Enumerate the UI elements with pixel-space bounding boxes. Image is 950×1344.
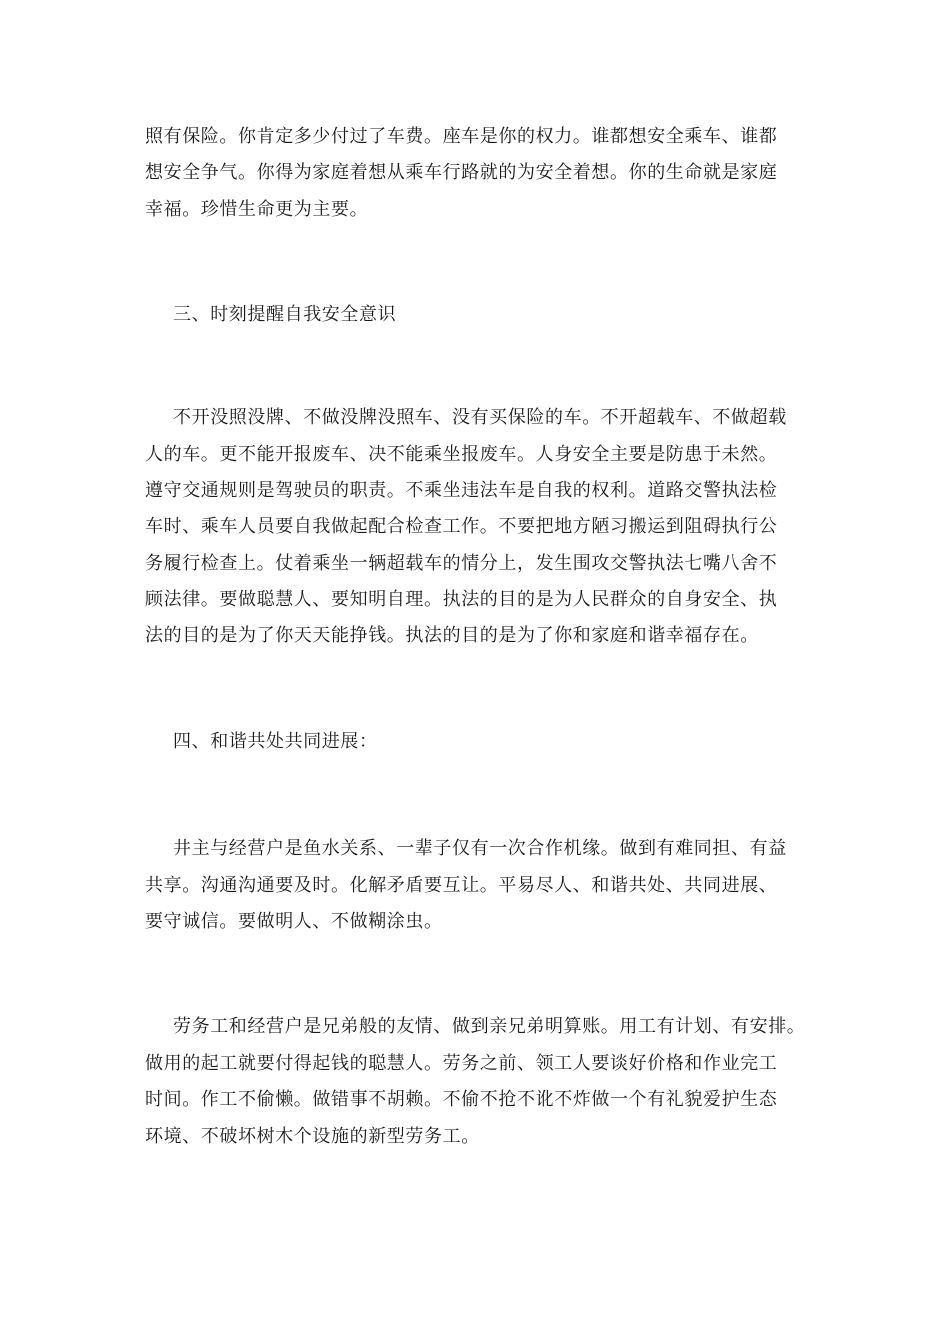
paragraph-line: 要守诚信。要做明人、不做糊涂虫。 (145, 911, 443, 932)
paragraph-line: 照有保险。你肯定多少付过了车费。座车是你的权力。谁都想安全乘车、谁都 (145, 126, 778, 147)
paragraph-line: 人的车。更不能开报废车、决不能乘坐报废车。人身安全主要是防患于未然。 (145, 444, 778, 465)
paragraph-line: 共享。沟通沟通要及时。化解矛盾要互让。平易尽人、和谐共处、共同进展、 (145, 875, 778, 896)
paragraph-line: 劳务工和经营户是兄弟般的友情、做到亲兄弟明算账。用工有计划、有安排。 (173, 1016, 806, 1037)
paragraph-line: 遵守交通规则是驾驶员的职责。不乘坐违法车是自我的权利。道路交警执法检 (145, 480, 778, 501)
paragraph-line: 顾法律。要做聪慧人、要知明自理。执法的目的是为人民群众的自身安全、执 (145, 589, 778, 610)
paragraph-line: 井主与经营户是鱼水关系、一辈子仅有一次合作机缘。做到有难同担、有益 (173, 838, 787, 859)
section-heading: 四、和谐共处共同进展： (173, 731, 378, 752)
paragraph-line: 务履行检查上。仗着乘坐一辆超载车的情分上，发生围攻交警执法七嘴八舍不 (145, 553, 778, 574)
paragraph-line: 幸福。珍惜生命更为主要。 (145, 199, 369, 220)
paragraph-line: 车时、乘车人员要自我做起配合检查工作。不要把地方陋习搬运到阻碍执行公 (145, 516, 778, 537)
paragraph-line: 法的目的是为了你天天能挣钱。执法的目的是为了你和家庭和谐幸福存在。 (145, 625, 759, 646)
paragraph-line: 做用的起工就要付得起钱的聪慧人。劳务之前、领工人要谈好价格和作业完工 (145, 1053, 778, 1074)
paragraph-line: 不开没照没牌、不做没牌没照车、没有买保险的车。不开超载车、不做超载 (173, 407, 787, 428)
paragraph-line: 想安全争气。你得为家庭着想从乘车行路就的为安全着想。你的生命就是家庭 (145, 162, 778, 183)
section-heading: 三、时刻提醒自我安全意识 (173, 304, 397, 325)
paragraph-line: 时间。作工不偷懒。做错事不胡赖。不偷不抢不讹不炸做一个有礼貌爱护生态 (145, 1089, 778, 1110)
paragraph-line: 环境、不破坏树木个设施的新型劳务工。 (145, 1126, 480, 1147)
